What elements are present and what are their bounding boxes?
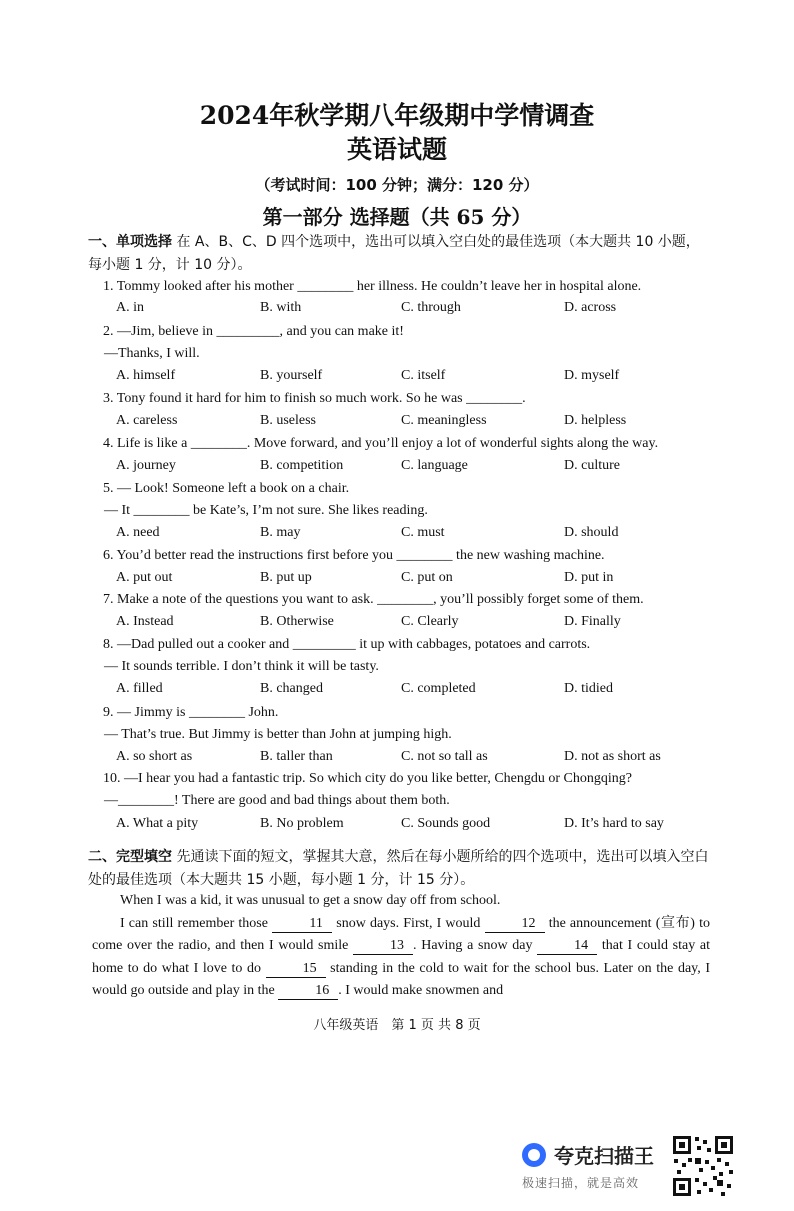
option-d: D. should xyxy=(564,525,619,540)
question-stem: 4. Life is like a ________. Move forward, and you’ll enjoy a lot of wonderful sights along the way. xyxy=(103,436,659,451)
cloze-blank: 14 xyxy=(537,938,597,955)
question-stem: 2. —Jim, believe in _________, and you can make it! xyxy=(103,324,404,339)
option-b: B. put up xyxy=(260,570,312,585)
section2-heading: 二、完型填空 xyxy=(88,849,172,865)
option-a: A. himself xyxy=(116,368,176,383)
option-c: C. itself xyxy=(401,368,446,383)
question-stem: 8. —Dad pulled out a cooker and _________ it up with cabbages, potatoes and carrots. xyxy=(103,637,591,652)
option-a: A. need xyxy=(116,525,160,540)
option-row xyxy=(116,413,696,433)
passage-text: snow days. First, I would xyxy=(332,915,485,931)
option-d: D. put in xyxy=(564,570,614,585)
question-stem: 3. Tony found it hard for him to finish so much work. So he was ________. xyxy=(103,391,526,406)
exam-subtitle: 英语试题 xyxy=(346,135,447,164)
option-d: D. not as short as xyxy=(564,749,661,764)
option-c: C. not so tall as xyxy=(401,749,488,764)
scanner-brand: 夸克扫描王 xyxy=(554,1144,654,1168)
passage-text: that I could stay at home to do what I love to do xyxy=(92,938,710,976)
option-a: A. careless xyxy=(116,413,178,428)
option-a: A. put out xyxy=(116,570,173,585)
option-d: D. across xyxy=(564,300,617,315)
cloze-blank: 12 xyxy=(485,916,545,933)
option-row xyxy=(116,458,696,478)
question-stem: 1. Tommy looked after his mother ________ her illness. He couldn’t leave her in hospital alone. xyxy=(103,279,642,294)
question-stem: 6. You’d better read the instructions first before you ________ the new washing machine. xyxy=(103,548,605,563)
passage-paragraph-2 xyxy=(92,913,710,1003)
option-c: C. Clearly xyxy=(401,614,459,629)
question-dialogue-line: — It ________ be Kate’s, I’m not sure. She likes reading. xyxy=(104,503,428,518)
option-d: D. myself xyxy=(564,368,620,383)
passage-text: . Having a snow day xyxy=(413,938,538,954)
scanner-slogan: 极速扫描，就是高效 xyxy=(522,1176,640,1190)
option-b: B. useless xyxy=(260,413,316,428)
option-b: B. may xyxy=(260,525,301,540)
passage-text: standing in the cold to wait for the school bus. Later on the day, I would go outside and play in the xyxy=(92,960,710,999)
question-dialogue-line: — That’s true. But Jimmy is better than John at jumping high. xyxy=(104,727,452,742)
question-stem: 10. —I hear you had a fantastic trip. So which city do you like better, Chengdu or Chongqing? xyxy=(103,771,632,786)
option-a: A. so short as xyxy=(116,749,193,764)
option-a: A. What a pity xyxy=(116,816,199,831)
question-dialogue-line: —Thanks, I will. xyxy=(104,346,200,361)
option-row xyxy=(116,816,696,836)
option-row xyxy=(116,614,696,634)
option-b: B. taller than xyxy=(260,749,333,764)
option-b: B. No problem xyxy=(260,816,344,831)
option-b: B. competition xyxy=(260,458,344,473)
option-b: B. with xyxy=(260,300,302,315)
part-title: 第一部分 选择题（共 65 分） xyxy=(262,205,532,229)
option-row xyxy=(116,525,696,545)
cloze-blank: 13 xyxy=(353,938,413,955)
scanner-watermark xyxy=(518,1138,668,1198)
option-d: D. culture xyxy=(564,458,620,473)
qr-code-icon xyxy=(671,1134,735,1198)
question-dialogue-line: —________! There are good and bad things about them both. xyxy=(104,793,450,808)
option-b: B. changed xyxy=(260,681,323,696)
cloze-blank: 16 xyxy=(278,983,338,1000)
question-stem: 7. Make a note of the questions you want to ask. ________, you’ll possibly forget some of them. xyxy=(103,592,644,607)
question-stem: 9. — Jimmy is ________ John. xyxy=(103,705,279,720)
option-a: A. journey xyxy=(116,458,176,473)
option-c: C. meaningless xyxy=(401,413,487,428)
option-row xyxy=(116,368,696,388)
section2-instructions: 先通读下面的短文，掌握其大意，然后在每小题所给的四个选项中，选出可以填入空白处的最佳选项（本大题共 15 小题，每小题 1 分，计 15 分）。 xyxy=(88,849,709,888)
option-a: A. Instead xyxy=(116,614,174,629)
option-row xyxy=(116,681,696,701)
cloze-passage xyxy=(92,890,710,1003)
option-d: D. helpless xyxy=(564,413,627,428)
passage-paragraph-1: When I was a kid, it was unusual to get a snow day off from school. xyxy=(120,893,501,908)
option-d: D. It’s hard to say xyxy=(564,816,664,831)
question-stem: 5. — Look! Someone left a book on a chair. xyxy=(103,481,350,496)
section1-instructions: 在 A、B、C、D 四个选项中，选出可以填入空白处的最佳选项（本大题共 10 小题，每小题 1 分，计 10 分）。 xyxy=(88,234,700,273)
option-d: D. Finally xyxy=(564,614,621,629)
option-row xyxy=(116,749,696,769)
exam-title: 2024年秋学期八年级期中学情调查 xyxy=(199,101,595,130)
passage-text: the announcement (宣布) to come over the radio, and then I would smile xyxy=(92,915,711,954)
option-c: C. Sounds good xyxy=(401,816,491,831)
cloze-blank: 11 xyxy=(272,916,332,933)
option-c: C. language xyxy=(401,458,468,473)
option-row xyxy=(116,300,696,320)
scanner-logo-icon xyxy=(522,1143,546,1167)
option-b: B. Otherwise xyxy=(260,614,334,629)
section2-heading-block xyxy=(88,846,713,892)
option-c: C. put on xyxy=(401,570,453,585)
option-d: D. tidied xyxy=(564,681,613,696)
option-c: C. must xyxy=(401,525,445,540)
cloze-blank: 15 xyxy=(266,961,326,978)
option-c: C. completed xyxy=(401,681,476,696)
option-a: A. filled xyxy=(116,681,163,696)
question-dialogue-line: — It sounds terrible. I don’t think it will be tasty. xyxy=(104,659,379,674)
exam-info: （考试时间：100 分钟；满分：120 分） xyxy=(255,176,539,194)
passage-text: I can still remember those xyxy=(120,915,273,931)
option-row xyxy=(116,570,696,590)
option-a: A. in xyxy=(116,300,144,315)
section1-heading: 一、单项选择 xyxy=(88,234,172,250)
option-b: B. yourself xyxy=(260,368,323,383)
passage-text: . I would make snowmen and xyxy=(338,983,504,999)
option-c: C. through xyxy=(401,300,461,315)
page-footer: 八年级英语 第 1 页 共 8 页 xyxy=(313,1018,481,1033)
section1-heading-block xyxy=(88,231,713,277)
